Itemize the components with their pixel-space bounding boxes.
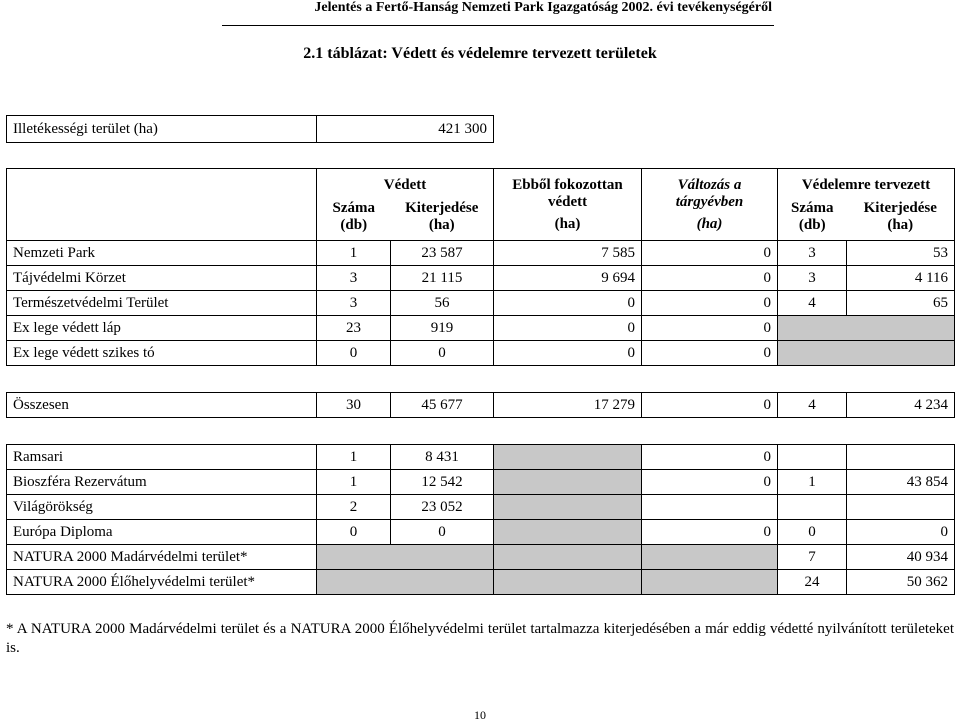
cell-planned-extent: 43 854	[847, 470, 955, 495]
cell-planned-extent	[847, 445, 955, 470]
grey-cell	[642, 545, 778, 570]
cell-count: 23	[317, 316, 391, 341]
jurisdiction-value: 421 300	[317, 116, 494, 143]
row-name: Összesen	[7, 393, 317, 418]
cell-count: 0	[317, 341, 391, 366]
table-title: 2.1 táblázat: Védett és védelemre tervezett területek	[303, 45, 657, 62]
table-row	[7, 570, 955, 595]
cell-count: 1	[317, 241, 391, 266]
header-protected: Védett	[317, 169, 494, 194]
row-name: Tájvédelmi Körzet	[7, 266, 317, 291]
row-name: Ramsari	[7, 445, 317, 470]
cell-extent: 23 052	[391, 495, 494, 520]
row-name: NATURA 2000 Madárvédelmi terület*	[7, 545, 317, 570]
cell-planned-extent: 65	[847, 291, 955, 316]
cell-strict: 0	[494, 341, 642, 366]
cell-strict: 0	[494, 316, 642, 341]
cell-count: 3	[317, 291, 391, 316]
cell-strict: 7 585	[494, 241, 642, 266]
header-change-unit: (ha)	[696, 215, 723, 232]
grey-cell	[494, 470, 642, 495]
header-planned: Védelemre tervezett	[778, 169, 955, 194]
grey-cell	[778, 316, 955, 341]
table-row	[7, 266, 955, 291]
cell-change: 0	[642, 316, 778, 341]
table-row	[7, 545, 955, 570]
cell-extent: 23 587	[391, 241, 494, 266]
table-header-row	[7, 169, 955, 194]
cell-planned-count: 0	[778, 520, 847, 545]
row-name: Európa Diploma	[7, 520, 317, 545]
cell-extent: 21 115	[391, 266, 494, 291]
cell-count: 30	[317, 393, 391, 418]
header-count-label: Száma	[332, 199, 375, 216]
cell-planned-count: 3	[778, 241, 847, 266]
row-name: Természetvédelmi Terület	[7, 291, 317, 316]
row-name: NATURA 2000 Élőhelyvédelmi terület*	[7, 570, 317, 595]
row-name: Bioszféra Rezervátum	[7, 470, 317, 495]
cell-planned-extent: 40 934	[847, 545, 955, 570]
cell-planned-extent: 4 234	[847, 393, 955, 418]
spacer-row	[7, 418, 955, 445]
row-name: Ex lege védett szikes tó	[7, 341, 317, 366]
grey-cell	[494, 520, 642, 545]
cell-extent: 45 677	[391, 393, 494, 418]
cell-change: 0	[642, 445, 778, 470]
grey-cell	[317, 545, 494, 570]
header-extent-unit: (ha)	[428, 216, 455, 233]
header-strict-unit: (ha)	[554, 215, 581, 232]
cell-extent: 12 542	[391, 470, 494, 495]
grey-cell	[317, 570, 494, 595]
header-blank-cell	[7, 169, 317, 241]
cell-strict: 17 279	[494, 393, 642, 418]
table-row	[7, 241, 955, 266]
cell-planned-extent: 50 362	[847, 570, 955, 595]
cell-planned-count: 4	[778, 291, 847, 316]
grey-cell	[642, 570, 778, 595]
cell-count: 3	[317, 266, 391, 291]
table-row	[7, 495, 955, 520]
protected-areas-table	[6, 168, 955, 595]
cell-change: 0	[642, 393, 778, 418]
table-row	[7, 470, 955, 495]
header-strict-line1: Ebből fokozottan	[512, 176, 623, 193]
cell-extent: 0	[391, 341, 494, 366]
header-change-line2: tárgyévben	[675, 193, 744, 210]
cell-change: 0	[642, 520, 778, 545]
row-name: Világörökség	[7, 495, 317, 520]
header-rule	[222, 25, 774, 26]
table-row	[7, 520, 955, 545]
table-row	[7, 445, 955, 470]
cell-planned-extent: 53	[847, 241, 955, 266]
header-change-line1: Változás a	[677, 176, 742, 193]
header-extent	[391, 194, 494, 241]
cell-change: 0	[642, 241, 778, 266]
cell-count: 1	[317, 470, 391, 495]
cell-count: 0	[317, 520, 391, 545]
cell-change	[642, 495, 778, 520]
cell-planned-count: 1	[778, 470, 847, 495]
header-count-unit: (db)	[340, 216, 368, 233]
cell-extent: 919	[391, 316, 494, 341]
cell-planned-extent: 4 116	[847, 266, 955, 291]
table-row	[7, 116, 494, 143]
header-strict	[494, 169, 642, 241]
header-planned-extent	[847, 194, 955, 241]
header-planned-extent-label: Kiterjedése	[863, 199, 937, 216]
grey-cell	[494, 570, 642, 595]
grey-cell	[494, 545, 642, 570]
header-planned-count-label: Száma	[791, 199, 834, 216]
grey-cell	[494, 445, 642, 470]
header-count	[317, 194, 391, 241]
cell-planned-count: 24	[778, 570, 847, 595]
spacer-row	[7, 366, 955, 393]
cell-extent: 56	[391, 291, 494, 316]
cell-change: 0	[642, 266, 778, 291]
cell-change: 0	[642, 291, 778, 316]
cell-strict: 9 694	[494, 266, 642, 291]
row-name: Ex lege védett láp	[7, 316, 317, 341]
cell-planned-count	[778, 445, 847, 470]
jurisdiction-label: Illetékességi terület (ha)	[7, 116, 317, 143]
cell-extent: 0	[391, 520, 494, 545]
table-row	[7, 316, 955, 341]
table-row-total	[7, 393, 955, 418]
cell-planned-extent: 0	[847, 520, 955, 545]
cell-count: 1	[317, 445, 391, 470]
cell-change: 0	[642, 341, 778, 366]
footnote: * A NATURA 2000 Madárvédelmi terület és a NATURA 2000 Élőhelyvédelmi terület tartalmazza kiterjedésében a már eddig védetté nyilvánított területeket is.	[6, 621, 954, 656]
row-name: Nemzeti Park	[7, 241, 317, 266]
grey-cell	[778, 341, 955, 366]
cell-count: 2	[317, 495, 391, 520]
cell-planned-count: 4	[778, 393, 847, 418]
header-change	[642, 169, 778, 241]
jurisdiction-table	[6, 115, 494, 143]
header-planned-count-unit: (db)	[798, 216, 826, 233]
header-planned-count	[778, 194, 847, 241]
running-header: Jelentés a Fertő-Hanság Nemzeti Park Igazgatóság 2002. évi tevékenységéről	[314, 0, 772, 15]
header-extent-label: Kiterjedése	[405, 199, 479, 216]
table-row	[7, 341, 955, 366]
header-planned-extent-unit: (ha)	[887, 216, 914, 233]
page-number: 10	[474, 708, 486, 722]
cell-change: 0	[642, 470, 778, 495]
cell-planned-count: 3	[778, 266, 847, 291]
grey-cell	[494, 495, 642, 520]
cell-planned-count: 7	[778, 545, 847, 570]
cell-strict: 0	[494, 291, 642, 316]
cell-planned-count	[778, 495, 847, 520]
cell-planned-extent	[847, 495, 955, 520]
cell-extent: 8 431	[391, 445, 494, 470]
table-row	[7, 291, 955, 316]
header-strict-line2: védett	[547, 193, 588, 210]
